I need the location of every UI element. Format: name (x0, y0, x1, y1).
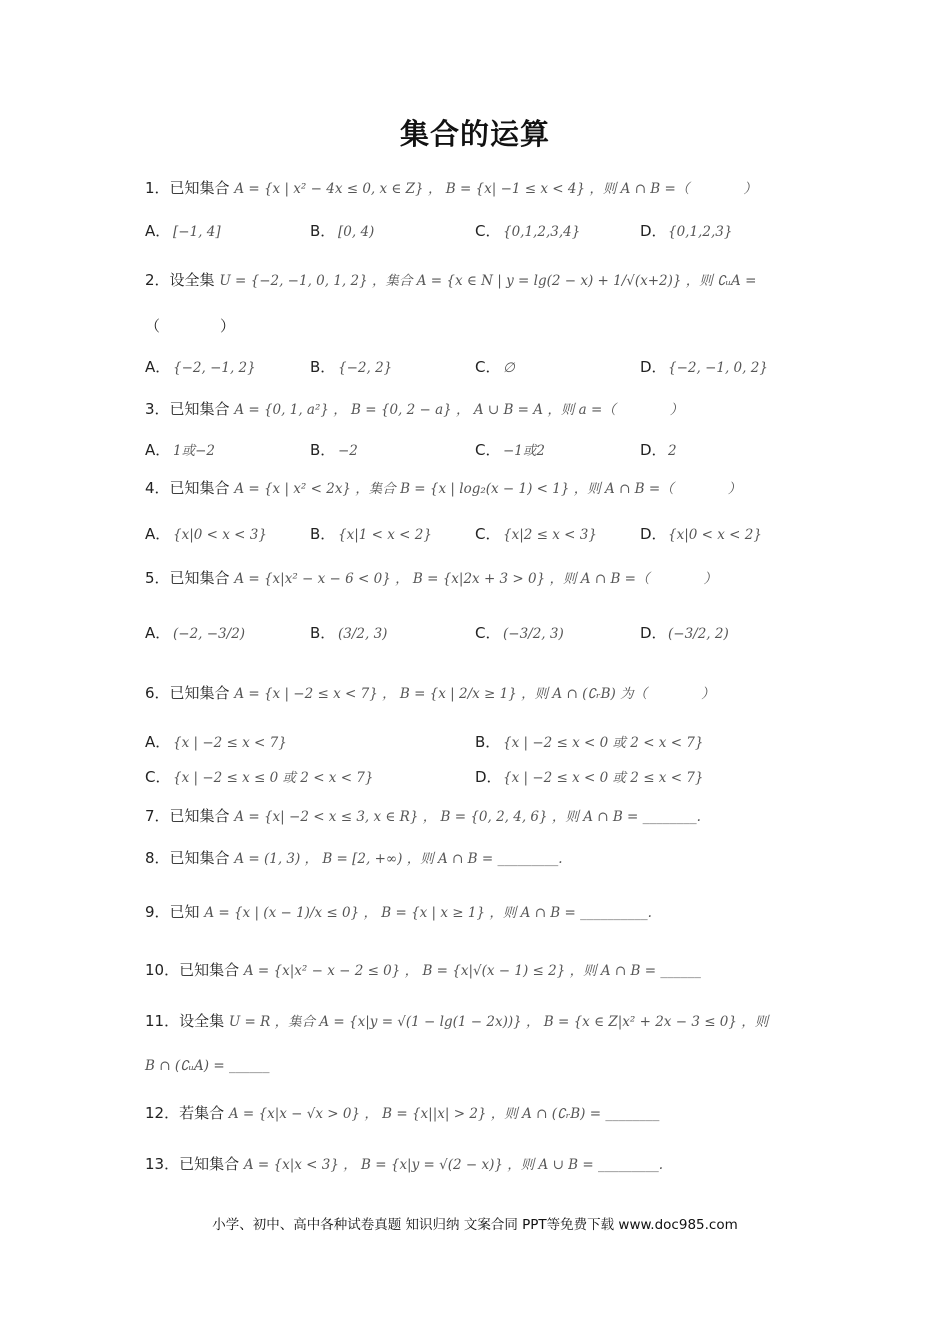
question-7-text: A = {x| −2 < x ≤ 3, x ∈ R} ， B = {0, 2, 4, 6} ，则 A ∩ B = ________. (234, 809, 701, 825)
q5-option-a: A． (−2, −3/2) (145, 624, 246, 642)
question-2 (145, 270, 756, 291)
question-8-text: A = (1, 3) ， B = [2, +∞) ，则 A ∩ B = _________. (234, 851, 563, 867)
q1-option-b: B． [0, 4) (310, 222, 375, 240)
question-4-text: A = {x | x² < 2x} ，集合 B = {x | log₂(x − 1) < 1} ，则 A ∩ B =（ ） (234, 481, 742, 497)
q6-option-a: A． {x | −2 ≤ x < 7} (145, 733, 287, 751)
page-title: 集合的运算 (399, 117, 550, 151)
question-3-number: 3．已知集合 (145, 400, 230, 418)
question-5-text: A = {x|x² − x − 6 < 0} ， B = {x|2x + 3 > 0} ，则 A ∩ B =（ ） (234, 571, 717, 587)
q1-option-a: A． [−1, 4] (145, 222, 221, 240)
question-9-number: 9．已知 (145, 903, 200, 921)
q3-option-a: A． 1或−2 (145, 441, 215, 459)
question-4 (145, 478, 741, 499)
question-10 (145, 960, 701, 981)
q5-option-b: B． (3/2, 3) (310, 624, 388, 642)
question-7-number: 7．已知集合 (145, 807, 230, 825)
q4-option-c: C． {x|2 ≤ x < 3} (475, 525, 597, 543)
q1-option-d: D．{0,1,2,3} (640, 222, 733, 240)
q6-option-c: C． {x | −2 ≤ x ≤ 0 或 2 < x < 7} (145, 768, 374, 786)
q2-option-b: B． {−2, 2} (310, 358, 393, 376)
question-1 (145, 178, 757, 199)
question-6-text: A = {x | −2 ≤ x < 7} ， B = {x | 2/x ≥ 1} ，则 A ∩ (∁ᵣB) 为（ ） (234, 686, 715, 702)
question-12 (145, 1103, 659, 1124)
question-8-number: 8．已知集合 (145, 849, 230, 867)
question-1-number: 1．已知集合 (145, 179, 230, 197)
question-13-number: 13．已知集合 (145, 1155, 240, 1173)
q3-option-c: C． −1或2 (475, 441, 545, 459)
question-4-number: 4．已知集合 (145, 479, 230, 497)
question-3-text: A = {0, 1, a²} ， B = {0, 2 − a} ， A ∪ B = A ，则 a =（ ） (234, 402, 684, 418)
question-13 (145, 1154, 663, 1175)
question-6 (145, 683, 715, 704)
question-12-number: 12．若集合 (145, 1104, 225, 1122)
question-12-text: A = {x|x − √x > 0} ， B = {x||x| > 2} ，则 A ∩ (∁ᵣB) = ________ (228, 1106, 660, 1122)
question-2-text: U = {−2, −1, 0, 1, 2} ，集合 A = {x ∈ N | y = lg(2 − x) + 1/√(x+2)} ，则 ∁ᵤA = (219, 273, 757, 289)
question-10-number: 10．已知集合 (145, 961, 240, 979)
question-11-text: U = R ，集合 A = {x|y = √(1 − lg(1 − 2x))} ， B = {x ∈ Z|x² + 2x − 3 ≤ 0} ，则 (228, 1014, 769, 1030)
question-1-text: A = {x | x² − 4x ≤ 0, x ∈ Z} ， B = {x| −1 ≤ x < 4} ，则 A ∩ B =（ ） (234, 181, 757, 197)
question-2-continued: （ ） (145, 317, 236, 335)
question-11-continued: B ∩ (∁ᵤA) = ______ (145, 1058, 270, 1074)
q2-option-c: C． ∅ (475, 358, 515, 376)
question-3 (145, 399, 683, 420)
q4-option-a: A． {x|0 < x < 3} (145, 525, 267, 543)
q6-option-d: D．{x | −2 ≤ x < 0 或 2 ≤ x < 7} (475, 768, 704, 786)
question-11 (145, 1011, 768, 1032)
question-9 (145, 902, 652, 923)
q3-option-d: D．2 (640, 441, 677, 459)
question-13-text: A = {x|x < 3} ， B = {x|y = √(2 − x)} ，则 A ∪ B = _________. (243, 1157, 664, 1173)
question-10-text: A = {x|x² − x − 2 ≤ 0} ， B = {x|√(x − 1) ≤ 2} ，则 A ∩ B = ______ (243, 963, 701, 979)
q2-option-d: D．{−2, −1, 0, 2} (640, 358, 768, 376)
q4-option-b: B． {x|1 < x < 2} (310, 525, 432, 543)
q1-option-c: C． {0,1,2,3,4} (475, 222, 581, 240)
question-5-number: 5．已知集合 (145, 569, 230, 587)
q4-option-d: D．{x|0 < x < 2} (640, 525, 762, 543)
q5-option-c: C． (−3/2, 3) (475, 624, 564, 642)
question-8 (145, 848, 563, 869)
q2-option-a: A． {−2, −1, 2} (145, 358, 256, 376)
question-11-number: 11．设全集 (145, 1012, 225, 1030)
question-2-number: 2．设全集 (145, 271, 215, 289)
footer-banner: 小学、初中、高中各种试卷真题 知识归纳 文案合同 PPT等免费下载 www.doc985.com (212, 1217, 738, 1233)
question-9-text: A = {x | (x − 1)/x ≤ 0} ， B = {x | x ≥ 1} ，则 A ∩ B = __________. (204, 905, 652, 921)
question-7 (145, 806, 701, 827)
q6-option-b: B． {x | −2 ≤ x < 0 或 2 < x < 7} (475, 733, 704, 751)
q5-option-d: D．(−3/2, 2) (640, 624, 729, 642)
question-5 (145, 568, 717, 589)
question-6-number: 6．已知集合 (145, 684, 230, 702)
q3-option-b: B． −2 (310, 441, 358, 459)
